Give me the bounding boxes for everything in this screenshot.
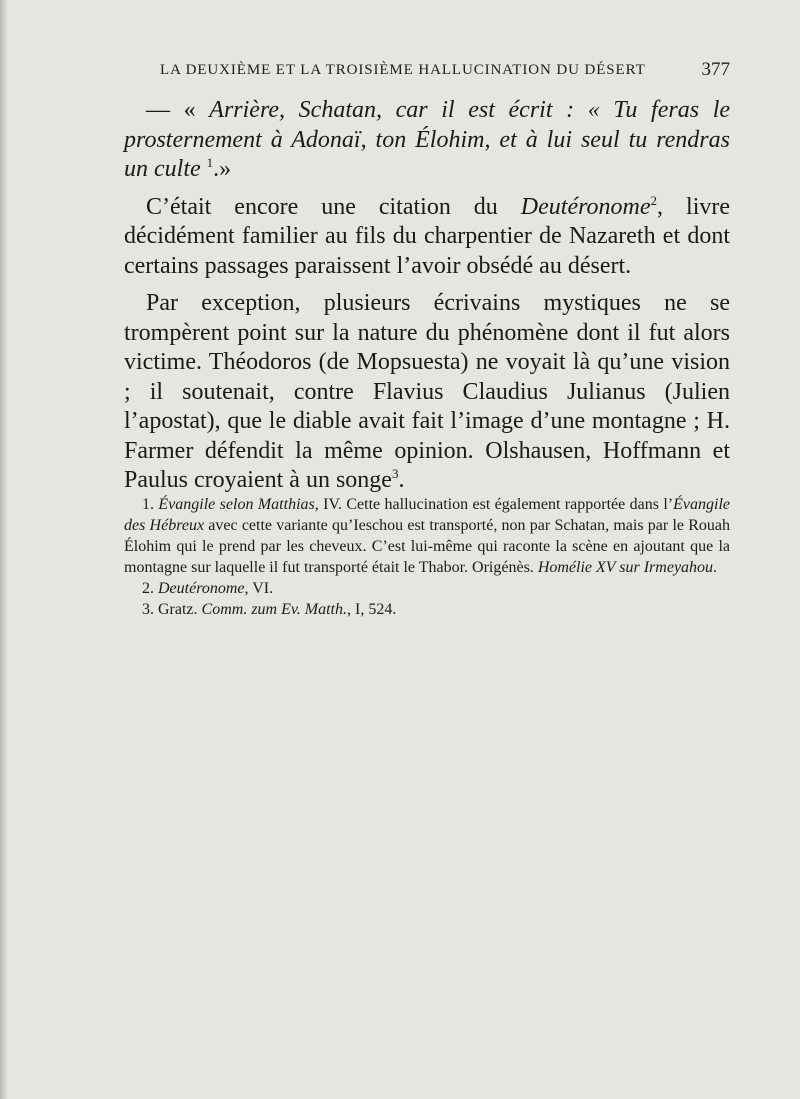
- paragraph-2-start: C’était encore une citation du: [146, 193, 521, 220]
- footnote-3-italic: Comm. zum Ev. Matth.: [201, 601, 347, 618]
- paragraph-quote: [124, 96, 730, 185]
- quote-open: — «: [146, 97, 210, 123]
- footnote-1: [124, 494, 730, 578]
- footnote-3-author: Gratz.: [158, 601, 202, 618]
- page-number: 377: [701, 59, 730, 80]
- paragraph-exception: [124, 289, 730, 496]
- footnote-1-number: 1.: [142, 496, 159, 513]
- footnote-2-italic: Deutéronome: [158, 580, 245, 597]
- footnote-1-italic-1: Évangile selon Matthias: [158, 496, 315, 513]
- footnote-1-text-3: .: [713, 559, 718, 576]
- footnote-2-number: 2.: [142, 580, 158, 597]
- footnote-3: [124, 599, 730, 620]
- quote-close: .»: [213, 156, 232, 182]
- running-head-title: LA DEUXIÈME ET LA TROISIÈME HALLUCINATION DU DÉSERT: [160, 62, 646, 78]
- paragraph-3-end: .: [398, 467, 405, 493]
- footnotes: [124, 494, 730, 620]
- footnote-3-number: 3.: [142, 601, 158, 618]
- footnote-1-italic-3: Homélie XV sur Irmeyahou: [537, 559, 714, 576]
- paragraph-2-italic: Deutéronome: [520, 193, 651, 220]
- footnote-3-text: , I, 524.: [347, 601, 397, 618]
- footnote-2: [124, 578, 730, 599]
- footnote-ref-1: 1: [206, 155, 214, 170]
- footnote-1-text-1: , IV. Cette hallucination est également rapportée dans l’: [314, 496, 674, 513]
- page-edge-shadow: [0, 0, 8, 1099]
- footnote-ref-2: 2: [650, 192, 658, 208]
- paragraph-deuteronome: [124, 193, 730, 282]
- main-text: [124, 96, 730, 496]
- footnote-1-text-2: avec cette variante qu’Ieschou est transporté, non par Schatan, mais par le Rouah Élohim qui le prend par les cheveux. C’est lui-même qui raconte la scène en ajoutant que la montagne sur laquelle il fut transporté était le Thabor. Origénès.: [124, 517, 731, 576]
- quote-text: Arrière, Schatan, car il est écrit : « Tu feras le prosternement à Adonaï, ton Élohim, et à lui seul tu rendras un culte: [124, 97, 731, 182]
- footnote-1-italic-2: Évangile des Hébreux: [124, 496, 731, 534]
- footnote-2-text: , VI.: [244, 580, 274, 597]
- footnote-ref-3: 3: [391, 466, 399, 481]
- paragraph-2-end: , livre décidément familier au fils du charpentier de Nazareth et dont certains passages paraissent l’avoir obsédé au désert.: [124, 193, 731, 279]
- running-head: [160, 59, 730, 80]
- paragraph-3-text: Par exception, plusieurs écrivains mystiques ne se trompèrent point sur la nature du phénomène dont il fut alors victime. Théodoros (de Mopsuesta) ne voyait là qu’une vision ; il soutenait, contre Flavius Claudius Julianus (Julien l’apostat), que le diable avait fait l’image d’une montagne ; H. Farmer défendit la même opinion. Olshausen, Hoffmann et Paulus croyaient à un songe: [124, 290, 730, 493]
